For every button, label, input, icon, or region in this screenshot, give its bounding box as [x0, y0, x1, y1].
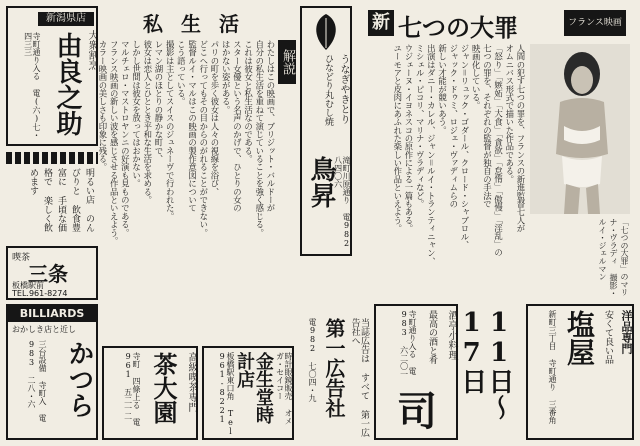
ad-sanjo-addr: 板橋駅前: [12, 281, 44, 290]
body-para: 監督ルイ・マルはこの映画の製作意図について: [187, 40, 198, 212]
body-para: レマン湖のほとりの静かな町で、: [153, 40, 164, 163]
body-para: パリの町を歩く彼女は人々の視線を浴び、: [209, 40, 220, 196]
ad-tsukasa-sub: 最高の酒と肴: [427, 310, 437, 364]
body-para: はかない姿がある。: [221, 40, 232, 114]
ad-sanjo: [6, 246, 98, 300]
body-para: こう語っている。: [176, 40, 187, 106]
actress-photo: [530, 44, 630, 214]
ad-shinkyo-addr: 寺町通り入る 電(六)七・四三三: [23, 32, 41, 139]
ad-kinseido-name: 金生堂時計店: [234, 352, 274, 424]
ad-daiichi-tel: 電982 七〇四・九: [308, 318, 317, 402]
article-nanatsu-subtitle: フランス映画: [564, 10, 626, 36]
ad-chataien-name: 茶大園: [149, 352, 178, 424]
body-para: オムニバス形式で描いた作品である。: [504, 44, 515, 184]
body-para: カラー映画の美しさも印象に残る。: [97, 40, 108, 172]
article-shiseikatsu-title: 私生活: [143, 12, 257, 36]
ad-torisho-title: うなぎやきとり: [338, 54, 349, 124]
body-para: わたしはこの映画で、ブリジット・バルドーが: [266, 40, 276, 212]
ad-tamago: [6, 150, 98, 242]
ad-kinseido-addr: 板橋駅東口角 Tel 961-8221: [217, 352, 235, 436]
article-shiseikatsu-body: [97, 40, 276, 340]
article-nanatsu-body: [358, 44, 526, 296]
ad-sanjo-name: 三条: [28, 262, 68, 286]
ad-shinkyo-sub: 大衆割烹: [86, 30, 97, 70]
keyboard-stripe-icon: [6, 152, 98, 164]
body-para: 映画化している。: [471, 44, 482, 110]
ad-kinseido-top: 時計眼鏡販売 オメガ・セイコー: [275, 352, 293, 425]
ad-billiards: [6, 304, 98, 440]
body-para: これは彼女と私生活なのである。: [243, 40, 254, 163]
ad-tsukasa-top: 酒亭小料理: [446, 310, 457, 360]
body-para: 新しい才能が競いあう。: [437, 44, 448, 135]
ad-tsukasa-name: 司: [397, 388, 437, 435]
body-para: ジャック・ドゥミ、ロジェ・ヴァディムらの: [448, 44, 459, 208]
ad-daiichi-name: 第一広告社: [322, 318, 346, 418]
article-nanatsu-label: 新: [368, 10, 394, 36]
article-nanatsu-title: 七つの大罪: [398, 13, 518, 42]
ad-shinkyo-tag: 新潟県店: [38, 12, 94, 26]
ad-tsukasa: [374, 304, 458, 440]
ad-shioya-name: 塩屋: [563, 310, 596, 366]
ad-billiards-name: かつら: [64, 340, 94, 418]
ad-torisho-addr: 滝町川原通り 電982 八四〇六: [333, 156, 351, 248]
body-para: どこへ行ってもその目からのがれることができない。: [198, 40, 209, 237]
ad-tamago-text: 明るい店 のんびりと 飲食豊富に 手頃な価格で 楽しく飲めます: [28, 168, 94, 232]
ad-shioya-sub: 安くて良い品: [603, 310, 613, 364]
ad-chataien-addr: 寺町 四條上る 電961 五二一二: [123, 352, 141, 426]
ad-shioya-addr: 新町三丁目 寺町通り 三番角: [548, 310, 557, 424]
showing-dates-text: 11日〜17日: [456, 308, 514, 420]
leaf-ornament-icon: [306, 12, 346, 52]
ad-billiards-sub: おかしき店と近し: [12, 325, 76, 334]
body-para: 七つの罪を、それぞれの監督が独自の手法で: [482, 44, 493, 208]
article-nanatsu: [356, 6, 634, 300]
ad-sanjo-sub: 喫茶: [12, 253, 31, 263]
article-shiseikatsu-label: 解説: [278, 40, 296, 84]
body-para: ジャン＝リュック・ゴダール、クロード・シャブロル、: [459, 44, 470, 249]
ad-daiichi-kokoku: [298, 316, 370, 440]
body-para: ミシェル・ピコリ、マリナ・ヴラディなど。: [415, 44, 426, 208]
article-shiseikatsu: [97, 6, 298, 346]
body-para: ユーモアと皮肉にあふれた楽しい作品といえよう。: [392, 44, 403, 233]
body-para: しかし世間は彼女を放ってはおかない。: [131, 40, 142, 188]
showing-dates: [456, 304, 522, 440]
ad-billiards-title: BILLIARDS: [8, 306, 96, 322]
ad-daiichi-note: 当誌広告は すべて 第一広告社へ: [349, 318, 369, 437]
ad-shinkyo: [6, 6, 98, 146]
ad-tsukasa-addr: 寺町通り入る 電983 六二〇一: [399, 310, 417, 378]
body-para: 「怒り」「嫉妬」「大食」「貪欲」「怠惰」「傲慢」「淫乱」の: [493, 44, 504, 257]
body-para: 出演はダニー・カレル、ジャン＝ルイ・トランティニャン、: [426, 44, 437, 266]
actress-photo-caption: 「七つの大罪」のマリナ・ヴラディ 撮影・ルイ・ジェルマン: [598, 218, 629, 298]
ad-chataien-top: 高級喫茶専門: [186, 352, 197, 412]
body-para: 自分の私生活を重ねて演じていることを強く感じる。: [254, 40, 265, 237]
body-para: 彼女は恋人とひととき平和な生活を求める。: [142, 40, 153, 204]
ad-sanjo-tel: TEL.961-8274: [12, 289, 68, 298]
body-para: 撮影は主としてスイスのジュネーヴで行われた。: [165, 40, 176, 221]
ad-chataien: [102, 346, 198, 440]
ad-torisho-sub: ひなどり丸むし焼: [323, 54, 333, 126]
ad-shioya-top: 洋品専門: [620, 310, 633, 354]
body-para: ウジェーヌ・イヨネスコの原作による一篇もある。: [403, 44, 414, 233]
ad-torisho-name: 鳥昇: [306, 156, 336, 208]
ad-shioya: [526, 304, 634, 440]
ad-kinseido: [202, 346, 294, 440]
body-para: スター女優という名声のかげで、ひとりの女の: [232, 40, 243, 212]
ad-billiards-addr: 三台設備 寺町入 電983 二八・六: [27, 340, 47, 422]
ad-shinkyo-name: 由良之助: [52, 32, 82, 136]
body-para: マルチェロ・マストロヤンニの好演も見ものである。: [120, 40, 131, 237]
ad-torisho: [300, 6, 352, 256]
body-para: 人間の犯す七つの罪を、フランスの新進監督七人が: [516, 44, 526, 233]
body-para: フランス映画の新しい波を感じさせる作品といえよう。: [109, 40, 120, 245]
